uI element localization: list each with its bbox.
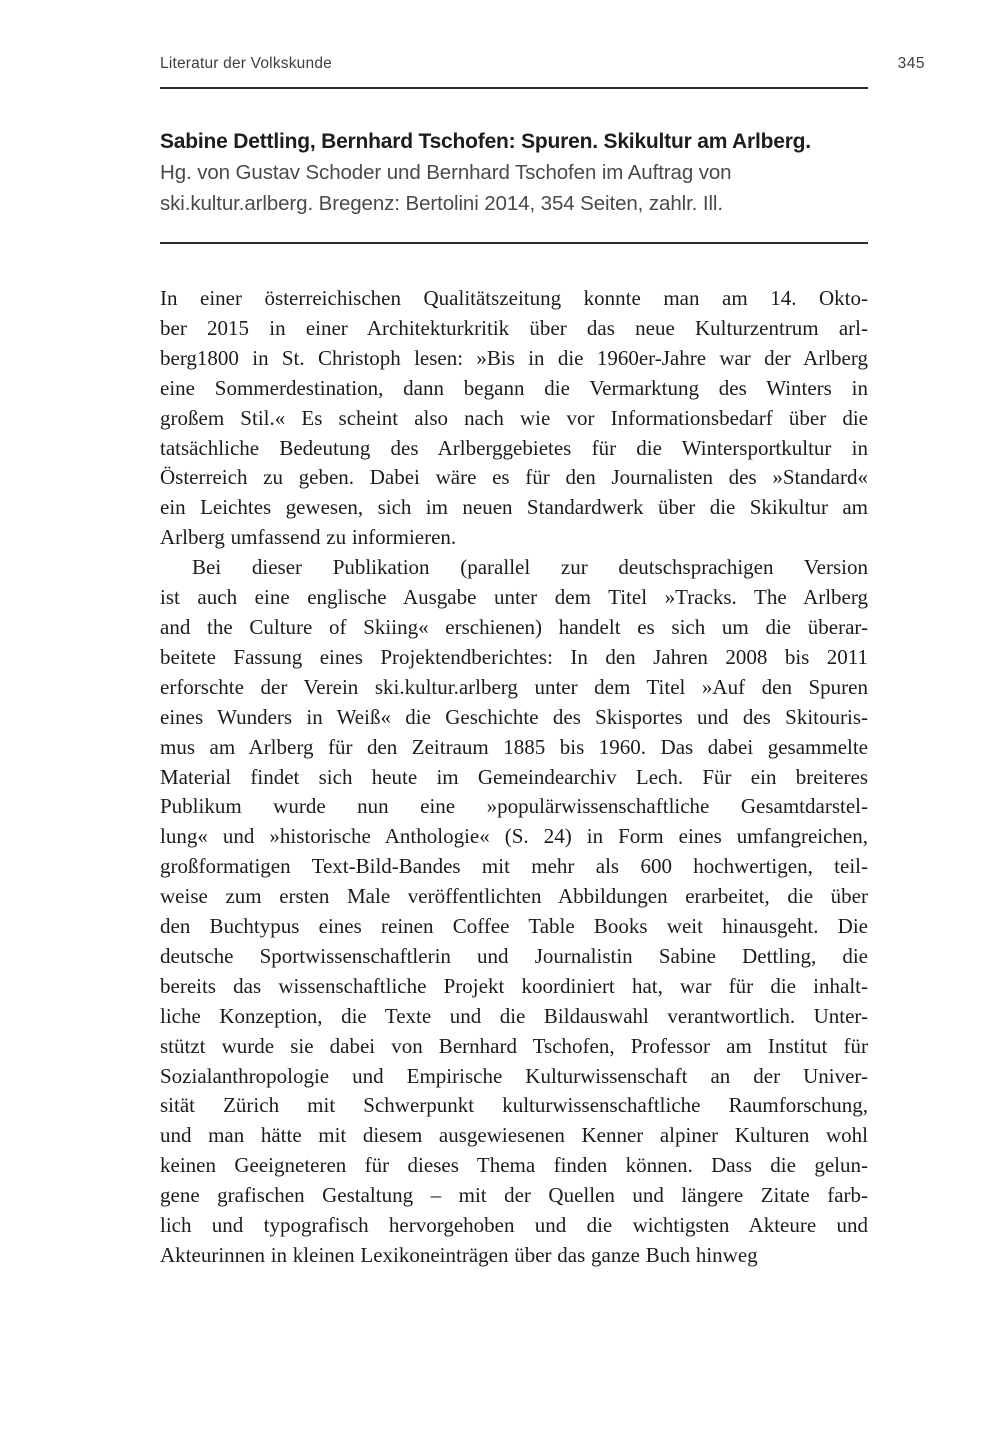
review-body-text <box>160 284 868 1271</box>
body-line: lung« und »historische Anthologie« (S. 24) in Form eines umfangreichen, <box>160 824 868 849</box>
body-line: Material findet sich heute im Gemeindearchiv Lech. Für ein breiteres <box>160 764 868 789</box>
body-line: beitete Fassung eines Projektendberichtes: In den Jahren 2008 bis 2011 <box>160 644 868 669</box>
body-line: and the Culture of Skiing« erschienen) handelt es sich um die überar- <box>160 614 868 639</box>
body-line: Österreich zu geben. Dabei wäre es für den Journalisten des »Standard« <box>160 465 868 490</box>
body-line: Bei dieser Publikation (parallel zur deutschsprachigen Version <box>192 555 868 580</box>
body-line: mus am Arlberg für den Zeitraum 1885 bis 1960. Das dabei gesammelte <box>160 734 868 759</box>
body-line: großformatigen Text-Bild-Bandes mit mehr als 600 hochwertigen, teil- <box>160 854 868 879</box>
body-line: großem Stil.« Es scheint also nach wie vor Informationsbedarf über die <box>160 405 868 430</box>
body-line: Sozialanthropologie und Empirische Kulturwissenschaft an der Univer- <box>160 1063 868 1088</box>
body-line: Akteurinnen in kleinen Lexikoneinträgen über das ganze Buch hinweg <box>160 1243 758 1267</box>
heading-bottom-rule <box>160 242 868 244</box>
body-line: ber 2015 in einer Architekturkritik über das neue Kulturzentrum arl- <box>160 315 868 340</box>
body-line: Publikum wurde nun eine »populärwissenschaftliche Gesamtdarstel- <box>160 794 868 819</box>
body-line: erforschte der Verein ski.kultur.arlberg unter dem Titel »Auf den Spuren <box>160 674 868 699</box>
body-line: eines Wunders in Weiß« die Geschichte des Skisportes und des Skitouris- <box>160 704 868 729</box>
body-line: und man hätte mit diesem ausgewiesenen Kenner alpiner Kulturen wohl <box>160 1123 868 1148</box>
body-line: tatsächliche Bedeutung des Arlberggebietes für die Wintersportkultur in <box>160 435 868 460</box>
body-line: In einer österreichischen Qualitätszeitung konnte man am 14. Okto- <box>160 286 868 310</box>
review-heading <box>160 126 900 219</box>
body-line: lich und typografisch hervorgehoben und die wichtigsten Akteure und <box>160 1213 868 1238</box>
body-line: keinen Geeigneteren für dieses Thema finden können. Dass die gelun- <box>160 1153 868 1178</box>
header-rule <box>160 87 868 89</box>
body-line: Arlberg umfassend zu informieren. <box>160 525 457 550</box>
body-line: den Buchtypus eines reinen Coffee Table Books weit hinausgeht. Die <box>160 914 868 939</box>
body-paragraph <box>160 284 868 553</box>
page-number: 345 <box>897 55 925 72</box>
body-line: eine Sommerdestination, dann begann die Vermarktung des Winters in <box>160 375 868 400</box>
body-line: gene grafischen Gestaltung – mit der Quellen und längere Zitate farb- <box>160 1183 868 1208</box>
review-subtitle-line-2: ski.kultur.arlberg. Bregenz: Bertolini 2014, 354 Seiten, zahlr. Ill. <box>160 192 723 215</box>
review-title: Sabine Dettling, Bernhard Tschofen: Spuren. Skikultur am Arlberg. <box>160 130 811 153</box>
review-subtitle-line-1: Hg. von Gustav Schoder und Bernhard Tschofen im Auftrag von <box>160 161 732 184</box>
body-line: berg1800 in St. Christoph lesen: »Bis in die 1960er-Jahre war der Arlberg <box>160 345 868 370</box>
body-line: sität Zürich mit Schwerpunkt kulturwissenschaftliche Raumforschung, <box>160 1093 868 1118</box>
running-header-title: Literatur der Volkskunde <box>160 55 332 72</box>
body-line: weise zum ersten Male veröffentlichten Abbildungen erarbeitet, die über <box>160 884 868 909</box>
body-line: deutsche Sportwissenschaftlerin und Journalistin Sabine Dettling, die <box>160 943 868 968</box>
body-line: bereits das wissenschaftliche Projekt koordiniert hat, war für die inhalt- <box>160 973 868 998</box>
body-line: ein Leichtes gewesen, sich im neuen Standardwerk über die Skikultur am <box>160 495 868 520</box>
body-line: ist auch eine englische Ausgabe unter dem Titel »Tracks. The Arlberg <box>160 585 868 610</box>
body-line: liche Konzeption, die Texte und die Bildauswahl verantwortlich. Unter- <box>160 1003 868 1028</box>
body-paragraph <box>160 553 868 1271</box>
body-line: stützt wurde sie dabei von Bernhard Tschofen, Professor am Institut für <box>160 1033 868 1058</box>
